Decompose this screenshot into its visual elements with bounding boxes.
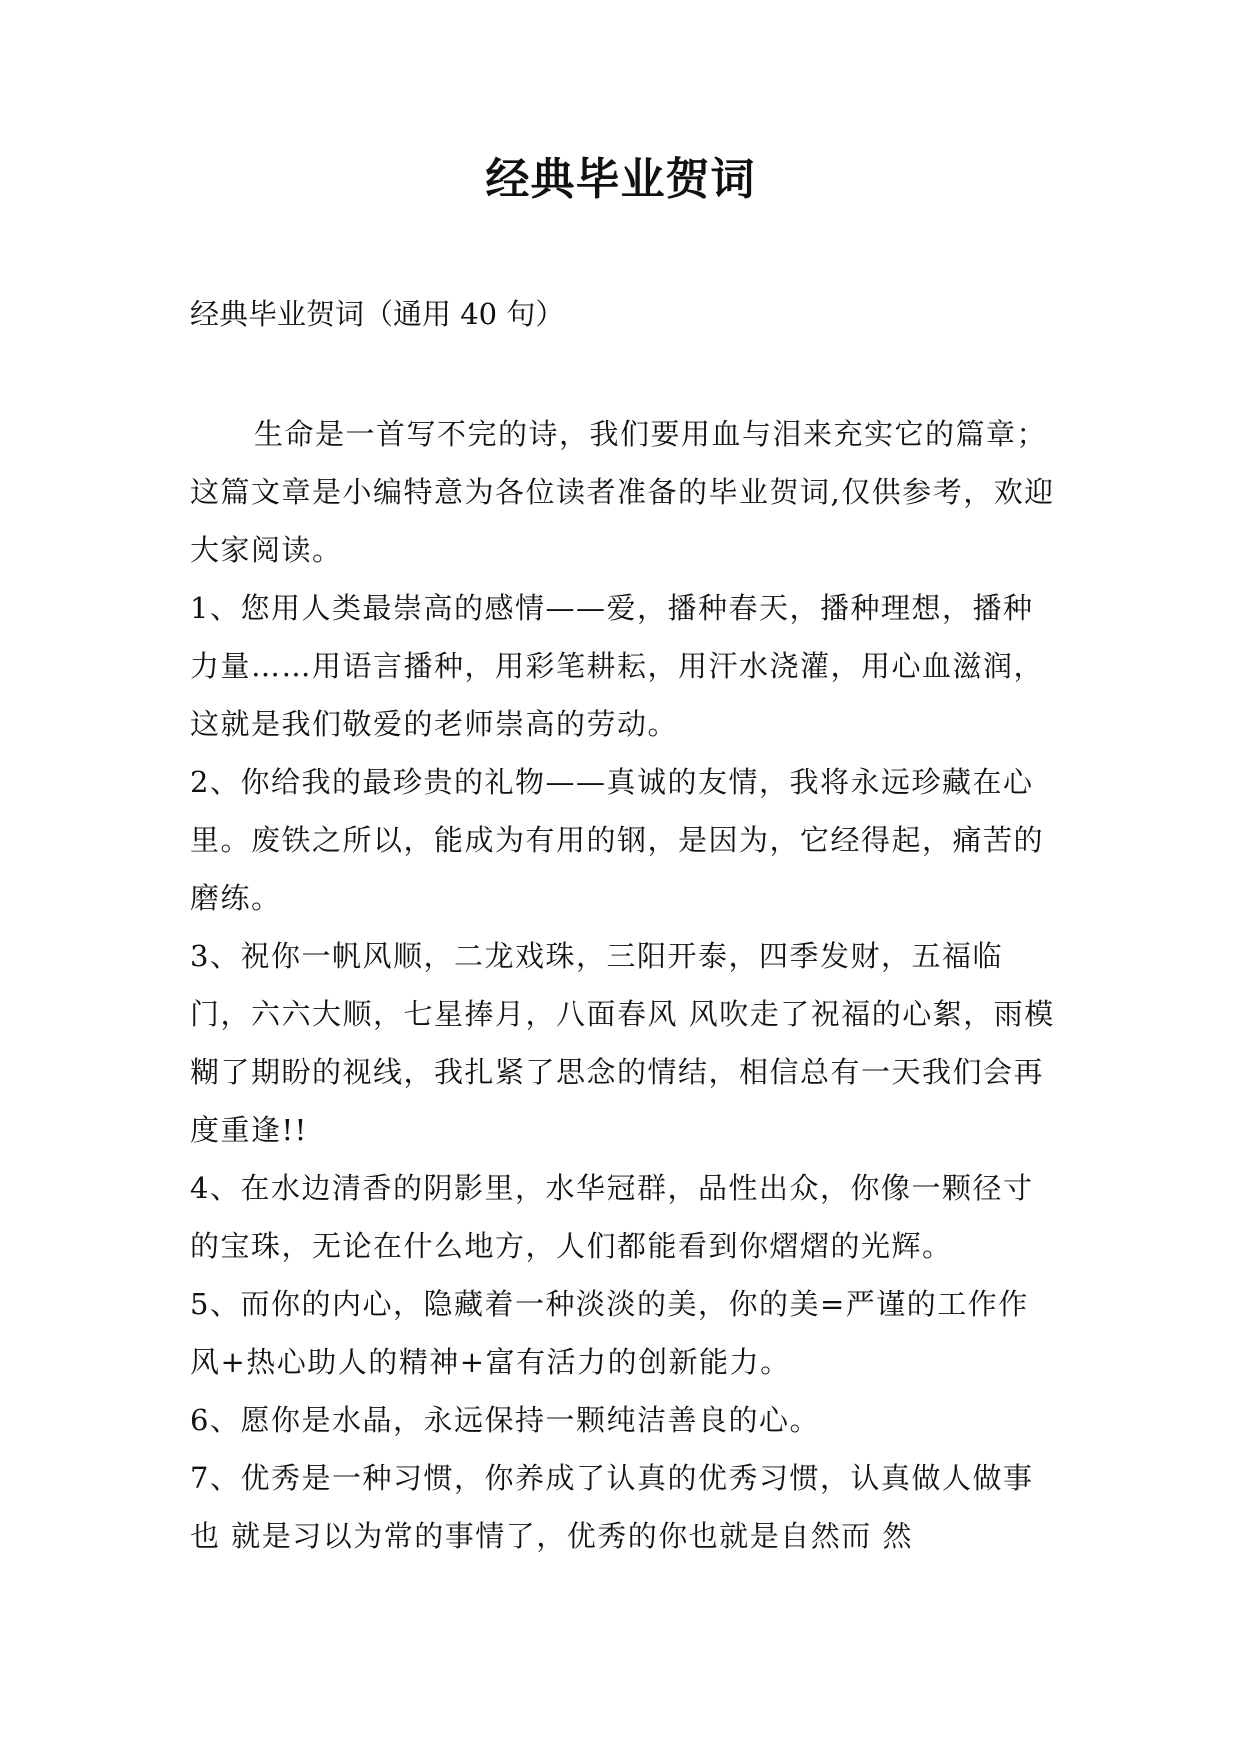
document-subtitle: 经典毕业贺词（通用 40 句）: [190, 297, 565, 331]
list-item: 5、而你的内心，隐藏着一种淡淡的美，你的美=严谨的工作作风+热心助人的精神+富有活力的创新能力。: [190, 1287, 1029, 1379]
list-item: 2、你给我的最珍贵的礼物——真诚的友情，我将永远珍藏在心里。废铁之所以，能成为有用的钢，是因为，它经得起，痛苦的磨练。: [190, 765, 1045, 915]
list-item: 7、优秀是一种习惯，你养成了认真的优秀习惯，认真做人做事也 就是习以为常的事情了，优秀的你也就是自然而 然: [190, 1461, 1034, 1553]
intro-paragraph: 生命是一首写不完的诗，我们要用血与泪来充实它的篇章；这篇文章是小编特意为各位读者准备的毕业贺词,仅供参考，欢迎大家阅读。: [190, 417, 1055, 567]
document-title: 经典毕业贺词: [485, 154, 756, 205]
list-item: 3、祝你一帆风顺，二龙戏珠，三阳开泰，四季发财，五福临门，六六大顺，七星捧月，八面春风 风吹走了祝福的心絮，雨模糊了期盼的视线，我扎紧了思念的情结，相信总有一天我们会再度重逢!!: [190, 939, 1055, 1147]
list-item: 1、您用人类最崇高的感情——爱，播种春天，播种理想，播种力量……用语言播种，用彩笔耕耘，用汗水浇灌，用心血滋润，这就是我们敬爱的老师崇高的劳动。: [190, 591, 1045, 741]
document-body: [190, 405, 1056, 1565]
list-item: 6、愿你是水晶，永远保持一颗纯洁善良的心。: [190, 1403, 820, 1437]
list-item: 4、在水边清香的阴影里，水华冠群，品性出众，你像一颗径寸的宝珠，无论在什么地方，人们都能看到你熠熠的光辉。: [190, 1171, 1034, 1263]
